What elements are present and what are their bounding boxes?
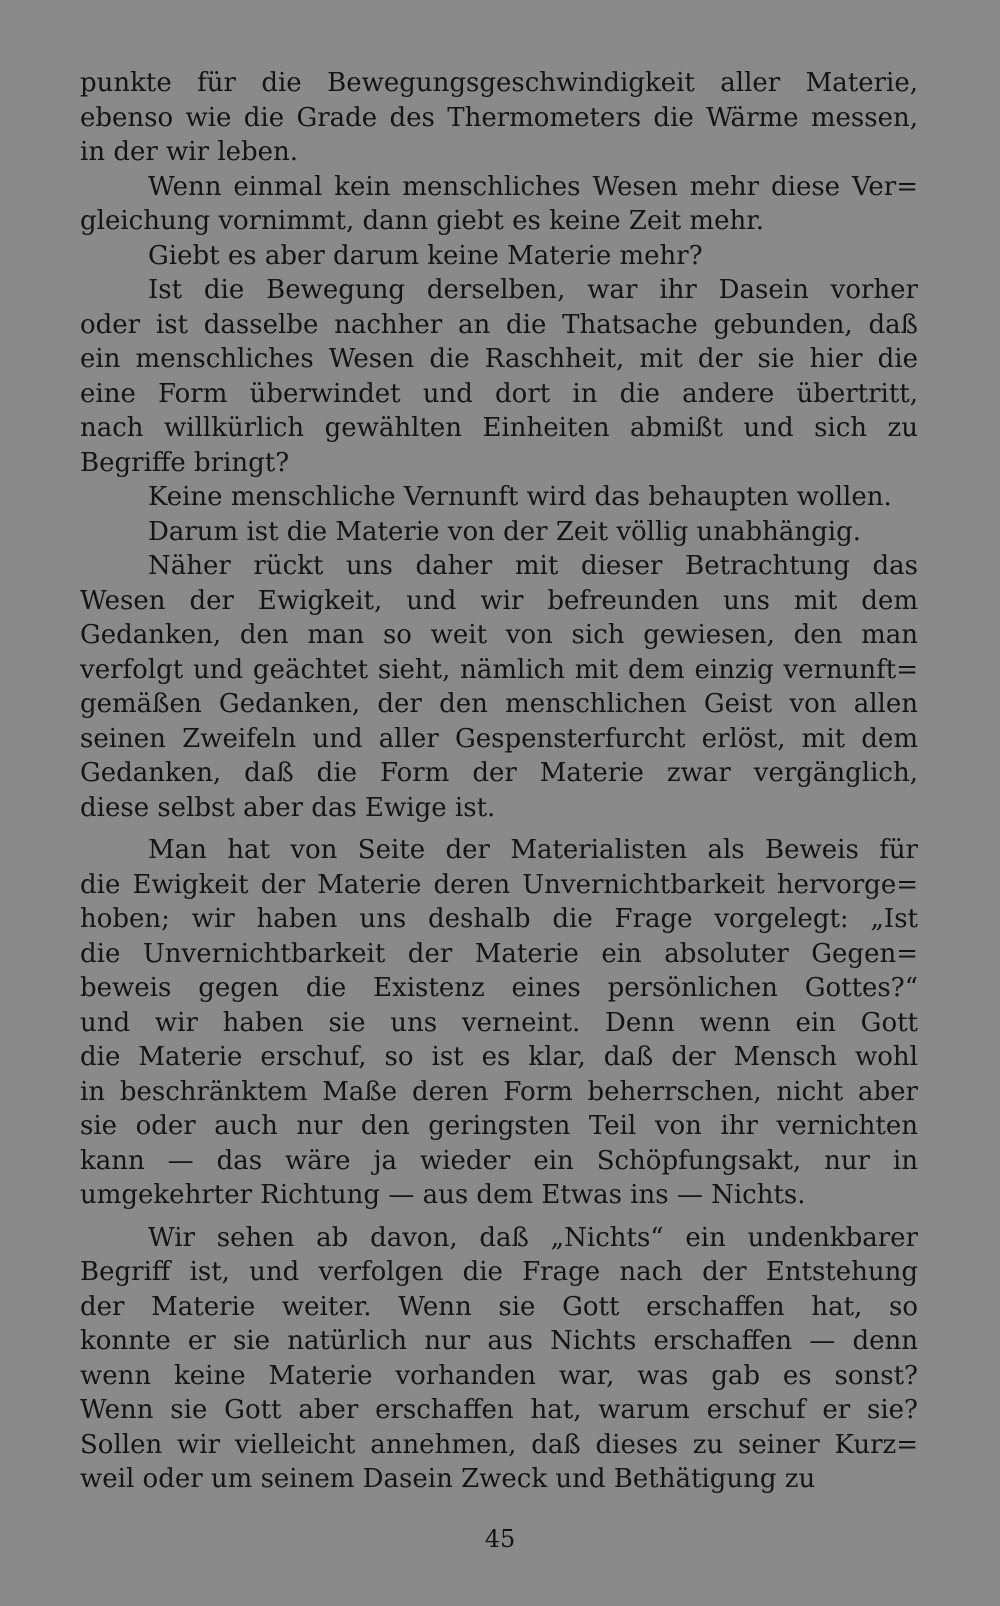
text-line: Wenn einmal kein menschliches Wesen mehr diese Ver=: [148, 171, 918, 202]
text-line: Wenn sie Gott aber erschaffen hat, warum erschuf er sie?: [80, 1395, 918, 1425]
text-line: gleichung vornimmt, dann giebt es keine Zeit mehr.: [80, 206, 765, 236]
text-line: in beschränktem Maße deren Form beherrschen, nicht aber: [80, 1076, 918, 1107]
text-line: konnte er sie natürlich nur aus Nichts erschaffen — denn: [80, 1326, 918, 1356]
text-line: Keine menschliche Vernunft wird das behaupten wollen.: [148, 482, 892, 512]
text-line: wenn keine Materie vorhanden war, was gab es sonst?: [80, 1360, 918, 1391]
text-line: Gedanken, den man so weit von sich gewiesen, den man: [80, 620, 918, 650]
text-line: seinen Zweifeln und aller Gespensterfurcht erlöst, mit dem: [80, 723, 918, 754]
paragraph: [80, 833, 918, 1213]
text-line: nach willkürlich gewählten Einheiten abmißt und sich zu: [80, 413, 918, 443]
text-line: Wir sehen ab davon, daß „Nichts“ ein undenkbarer: [148, 1222, 918, 1253]
text-line: Begriff ist, und verfolgen die Frage nach der Entstehung: [80, 1257, 918, 1287]
text-line: in der wir leben.: [80, 137, 299, 167]
paragraph-gap: [80, 825, 918, 833]
page-number: 45: [484, 1525, 516, 1553]
text-line: Näher rückt uns daher mit dieser Betrachtung das: [148, 551, 918, 581]
text-line: Wesen der Ewigkeit, und wir befreunden uns mit dem: [80, 585, 918, 616]
text-line: ein menschliches Wesen die Raschheit, mit der sie hier die: [80, 344, 918, 374]
text-line: Sollen wir vielleicht annehmen, daß dieses zu seiner Kurz=: [80, 1429, 918, 1460]
paragraph: [80, 480, 918, 515]
text-line: die Materie erschuf, so ist es klar, daß der Mensch wohl: [80, 1042, 918, 1072]
text-line: Darum ist die Materie von der Zeit völlig unabhängig.: [148, 516, 862, 547]
text-line: die Unvernichtbarkeit der Materie ein absoluter Gegen=: [80, 938, 918, 969]
paragraph-gap: [80, 1213, 918, 1221]
text-line: punkte für die Bewegungsgeschwindigkeit aller Materie,: [80, 68, 918, 98]
text-line: und wir haben sie uns verneint. Denn wenn ein Gott: [80, 1007, 918, 1038]
text-line: beweis gegen die Existenz eines persönlichen Gottes?“: [80, 973, 918, 1003]
text-line: der Materie weiter. Wenn sie Gott erschaffen hat, so: [80, 1291, 918, 1322]
paragraph: [80, 549, 918, 825]
text-line: eine Form überwindet und dort in die andere übertritt,: [80, 378, 918, 409]
text-line: Man hat von Seite der Materialisten als Beweis für: [148, 835, 918, 865]
paragraph: [80, 273, 918, 480]
text-line: umgekehrter Richtung — aus dem Etwas ins — Nichts.: [80, 1180, 806, 1210]
text-line: sie oder auch nur den geringsten Teil von ihr vernichten: [80, 1111, 918, 1141]
text-line: Ist die Bewegung derselben, war ihr Dasein vorher: [148, 275, 918, 305]
text-line: hoben; wir haben uns deshalb die Frage vorgelegt: „Ist: [80, 904, 918, 934]
paragraph: [80, 515, 918, 550]
text-line: Gedanken, daß die Form der Materie zwar vergänglich,: [80, 758, 918, 788]
text-line: Begriffe bringt?: [80, 447, 290, 478]
text-line: kann — das wäre ja wieder ein Schöpfungsakt, nur in: [80, 1145, 918, 1176]
paragraph: [80, 1221, 918, 1497]
text-line: die Ewigkeit der Materie deren Unvernichtbarkeit hervorge=: [80, 869, 918, 900]
text-line: ebenso wie die Grade des Thermometers die Wärme messen,: [80, 102, 918, 133]
text-line: verfolgt und geächtet sieht, nämlich mit dem einzig vernunft=: [80, 654, 918, 685]
text-line: gemäßen Gedanken, der den menschlichen Geist von allen: [80, 689, 918, 719]
text-body: [80, 66, 918, 1497]
text-line: weil oder um seinem Dasein Zweck und Bethätigung zu: [80, 1464, 816, 1494]
text-line: oder ist dasselbe nachher an die Thatsache gebunden, daß: [80, 309, 918, 340]
text-line: diese selbst aber das Ewige ist.: [80, 792, 496, 823]
paragraph: [80, 170, 918, 239]
paragraph: [80, 239, 918, 274]
paragraph: [80, 66, 918, 170]
text-line: Giebt es aber darum keine Materie mehr?: [148, 240, 703, 271]
